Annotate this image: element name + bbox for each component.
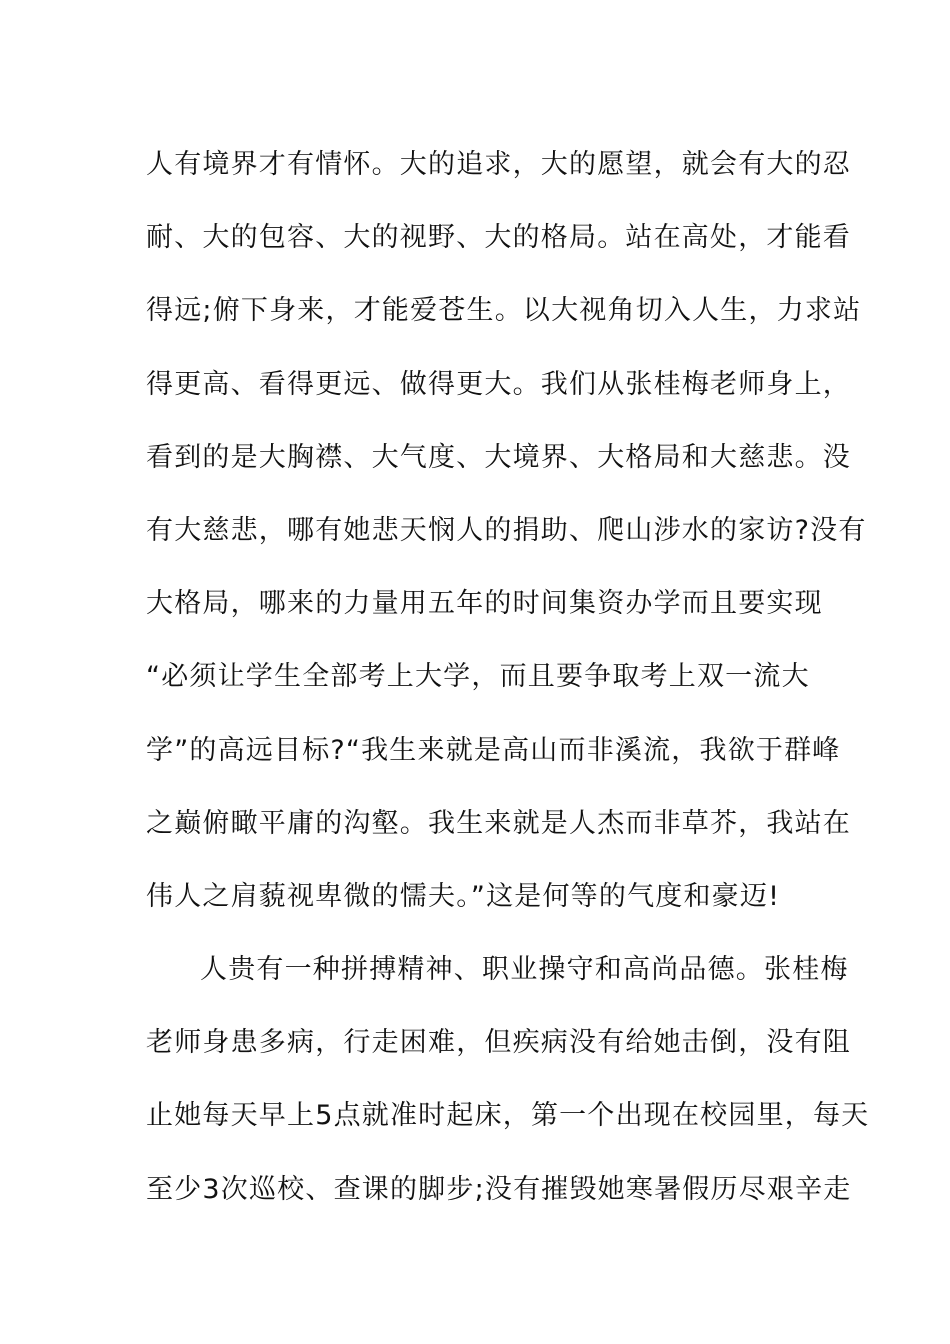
text-line: 至少3次巡校、查课的脚步;没有摧毁她寒暑假历尽艰辛走 — [146, 1173, 852, 1205]
text-line: 止她每天早上5点就准时起床，第一个出现在校园里，每天 — [146, 1100, 870, 1132]
text-line: 人有境界才有情怀。大的追求，大的愿望，就会有大的忍 — [146, 149, 851, 180]
text-line: “必须让学生全部考上大学，而且要争取考上双一流大 — [146, 661, 810, 693]
text-line: 大格局，哪来的力量用五年的时间集资办学而且要实现 — [146, 588, 823, 620]
text-line: 看到的是大胸襟、大气度、大境界、大格局和大慈悲。没 — [146, 441, 851, 473]
text-line: 得远;俯下身来，才能爱苍生。以大视角切入人生，力求站 — [146, 295, 862, 327]
paragraph-start-line: 人贵有一种拼搏精神、职业操守和高尚品德。张桂梅 — [200, 954, 849, 986]
text-line: 之巅俯瞰平庸的沟壑。我生来就是人杰而非草芥，我站在 — [146, 807, 851, 839]
text-line: 学”的高远目标?“我生来就是高山而非溪流，我欲于群峰 — [146, 734, 841, 766]
text-line: 老师身患多病，行走困难，但疾病没有给她击倒，没有阻 — [146, 1027, 851, 1059]
body-text — [146, 128, 870, 1226]
text-line: 耐、大的包容、大的视野、大的格局。站在高处，才能看 — [146, 222, 851, 254]
text-line: 有大慈悲，哪有她悲天悯人的捐助、爬山涉水的家访?没有 — [146, 514, 867, 546]
text-line: 得更高、看得更远、做得更大。我们从张桂梅老师身上， — [146, 368, 851, 400]
text-line: 伟人之肩藐视卑微的懦夫。”这是何等的气度和豪迈! — [146, 880, 781, 912]
